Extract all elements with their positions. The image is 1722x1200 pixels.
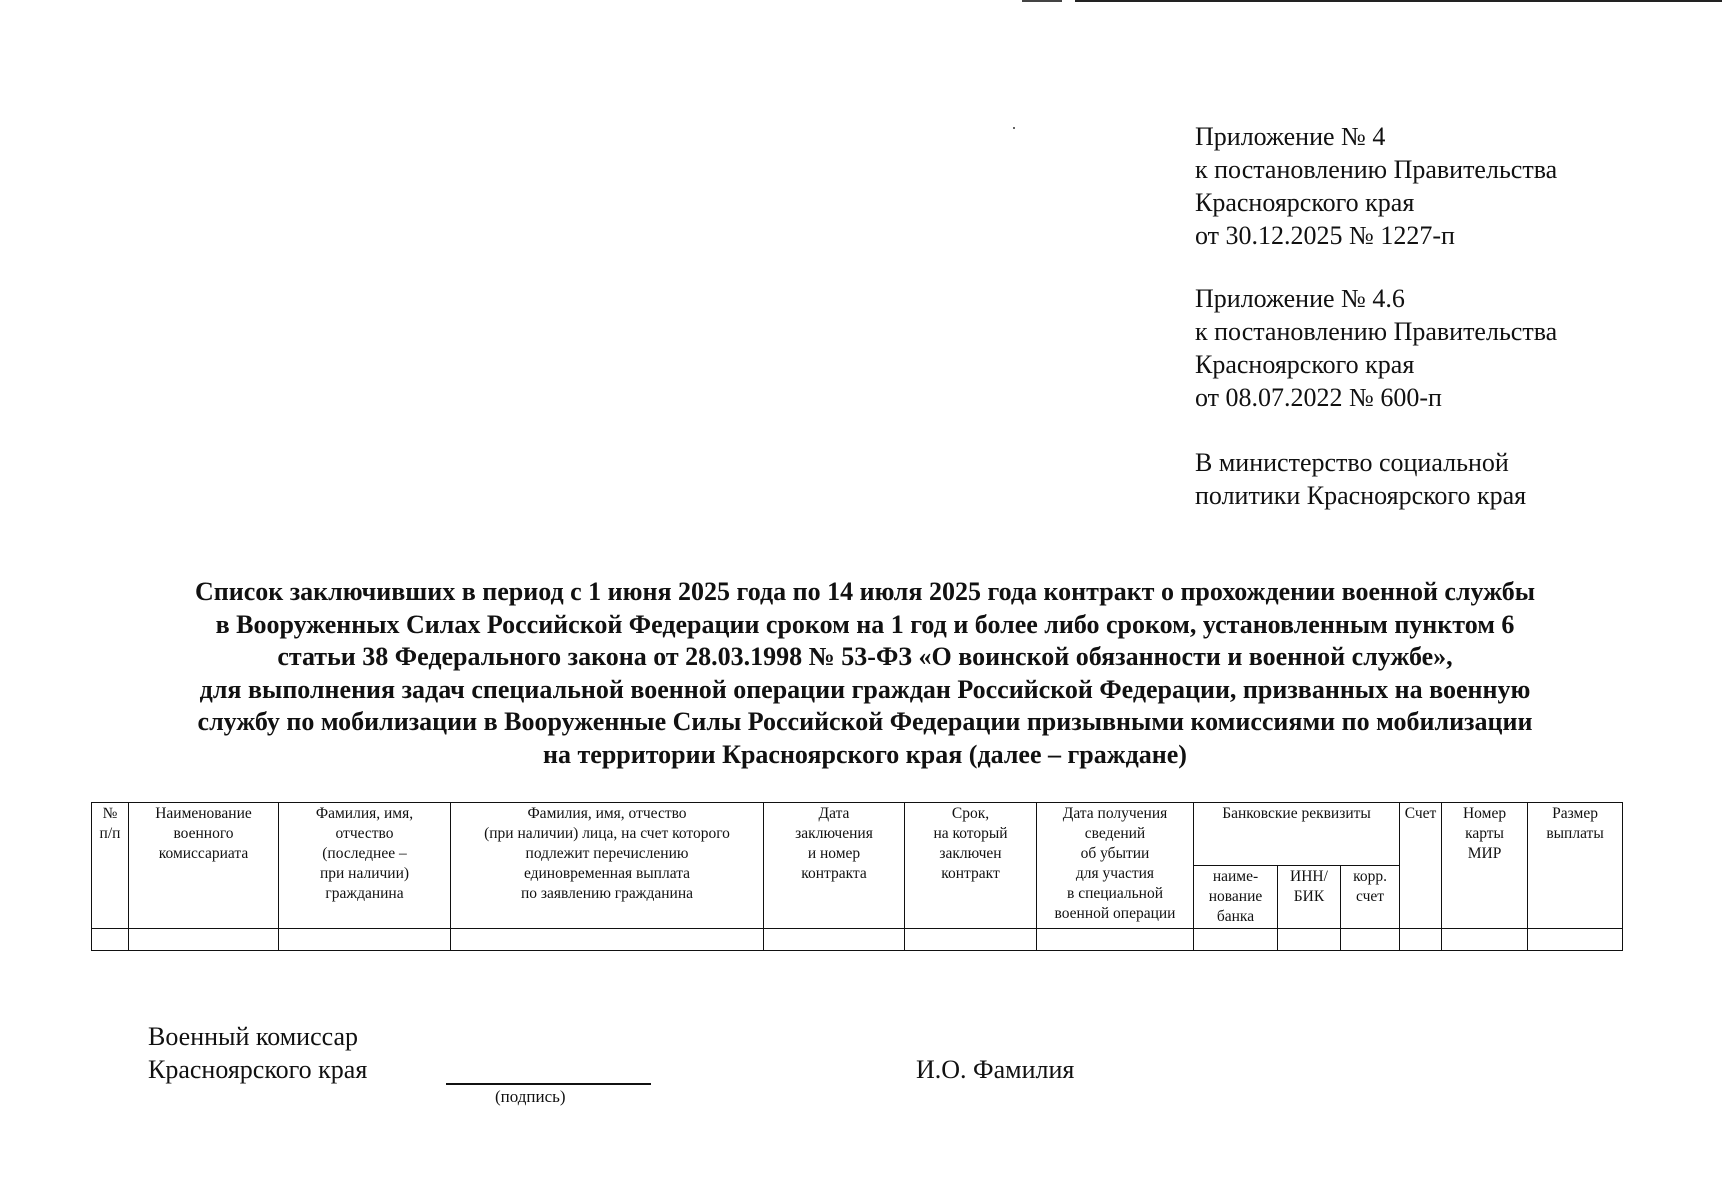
header-contract-date <box>764 803 905 929</box>
appendix-4-block <box>1195 120 1557 252</box>
header-text: Срок, <box>951 805 990 822</box>
header-text: корр. <box>1353 868 1387 885</box>
table-cell <box>129 929 279 951</box>
header-text: для участия <box>1075 865 1155 882</box>
header-text: наиме- <box>1212 868 1259 885</box>
top-edge-rule <box>1075 0 1722 2</box>
header-text: (последнее – <box>322 845 407 862</box>
header-text: Размер <box>1552 805 1598 822</box>
header-text: комиссариата <box>158 845 249 862</box>
header-text: счет <box>1356 888 1385 905</box>
signatory-name: И.О. Фамилия <box>916 1055 1075 1084</box>
addressee-line: политики Красноярского края <box>1195 481 1527 510</box>
title-line: в Вооруженных Силах Российской Федерации сроком на 1 год и более либо сроком, установленным пунктом 6 <box>215 609 1515 639</box>
header-text: отчество <box>335 825 394 842</box>
appendix-4-line: Приложение № 4 <box>1195 122 1386 151</box>
header-text: гражданина <box>325 885 404 902</box>
document-title <box>120 576 1610 771</box>
title-line: для выполнения задач специальной военной операции граждан Российской Федерации, призванных на военную <box>199 674 1531 704</box>
signature-caption: (подпись) <box>495 1087 566 1106</box>
appendix-4-line: Красноярского края <box>1195 188 1415 217</box>
addressee-line: В министерство социальной <box>1195 448 1509 477</box>
header-text: (при наличии) лица, на счет которого <box>484 825 730 842</box>
header-corr-account <box>1341 866 1400 929</box>
header-text: военного <box>173 825 234 842</box>
appendix-4-line: к постановлению Правительства <box>1195 155 1558 184</box>
header-text: БИК <box>1293 888 1325 905</box>
signatory-title-line: Военный комиссар <box>148 1022 359 1051</box>
table-cell <box>1442 929 1528 951</box>
header-text: Фамилия, имя, <box>315 805 414 822</box>
header-text: в специальной <box>1067 885 1163 902</box>
title-line: Список заключивших в период с 1 июня 2025 года по 14 июля 2025 года контракт о прохождении военной службы <box>194 577 1536 606</box>
header-bank-details: Банковские реквизиты <box>1194 803 1400 866</box>
table-cell <box>1528 929 1623 951</box>
title-line: службу по мобилизации в Вооруженные Силы Российской Федерации призывными комиссиями по мобилизации <box>197 707 1533 736</box>
table-cell <box>279 929 451 951</box>
table-cell <box>764 929 905 951</box>
header-text: на который <box>933 825 1008 842</box>
header-text: единовременная выплата <box>523 865 691 882</box>
header-text: Дата <box>818 805 850 822</box>
table-cell <box>1037 929 1194 951</box>
header-text: Номер <box>1462 805 1507 822</box>
table-row-empty <box>92 929 1623 951</box>
header-text: карты <box>1465 825 1504 842</box>
title-line: статьи 38 Федерального закона от 28.03.1998 № 53-ФЗ «О воинской обязанности и военной службе», <box>277 642 1453 671</box>
header-text: МИР <box>1467 845 1502 862</box>
table-cell <box>1194 929 1278 951</box>
recipients-table <box>91 802 1623 951</box>
header-text: об убытии <box>1080 845 1150 862</box>
header-text: заключен <box>939 845 1002 862</box>
appendix-4-6-line: от 08.07.2022 № 600-п <box>1195 383 1442 412</box>
header-text: Наименование <box>155 805 252 822</box>
appendix-4-6-line: к постановлению Правительства <box>1195 317 1558 346</box>
header-commissariat <box>129 803 279 929</box>
signature-line <box>446 1083 651 1085</box>
header-text: сведений <box>1084 825 1146 842</box>
header-text: п/п <box>99 825 121 842</box>
header-text: и номер <box>807 845 861 862</box>
appendix-4-6-line: Приложение № 4.6 <box>1195 284 1405 313</box>
header-mir-card <box>1442 803 1528 929</box>
header-text: нование <box>1208 888 1263 905</box>
appendix-4-6-block <box>1195 282 1557 414</box>
signatory-title-line: Красноярского края <box>148 1055 368 1084</box>
header-contract-term <box>905 803 1037 929</box>
header-text: № <box>102 805 118 822</box>
appendix-4-6-line: Красноярского края <box>1195 350 1415 379</box>
table-cell <box>905 929 1037 951</box>
header-payment <box>1528 803 1623 929</box>
header-text: ИНН/ <box>1290 868 1328 885</box>
header-num <box>92 803 129 929</box>
header-text: подлежит перечислению <box>525 845 689 862</box>
header-text: банка <box>1216 908 1255 925</box>
top-edge-mark <box>1022 0 1062 2</box>
table-cell <box>1400 929 1442 951</box>
header-departure-date <box>1037 803 1194 929</box>
table-cell <box>1278 929 1341 951</box>
header-text: контракт <box>941 865 1000 882</box>
header-inn-bik <box>1278 866 1341 929</box>
header-citizen-name <box>279 803 451 929</box>
header-account: Счет <box>1400 803 1442 929</box>
table-cell <box>92 929 129 951</box>
signatory-title <box>148 1020 367 1086</box>
header-text: по заявлению гражданина <box>520 885 694 902</box>
header-text: Дата получения <box>1062 805 1168 822</box>
header-text: военной операции <box>1054 905 1176 922</box>
title-line: на территории Красноярского края (далее – граждане) <box>543 739 1187 769</box>
header-bank-name <box>1194 866 1278 929</box>
table-cell <box>1341 929 1400 951</box>
header-text: заключения <box>795 825 873 842</box>
addressee-block <box>1195 446 1526 512</box>
table-cell <box>451 929 764 951</box>
header-text: выплаты <box>1546 825 1604 842</box>
header-text: Фамилия, имя, отчество <box>527 805 687 822</box>
appendix-4-line: от 30.12.2025 № 1227-п <box>1195 221 1455 250</box>
header-text: контракта <box>801 865 867 882</box>
header-recipient-name <box>451 803 764 929</box>
scan-speck <box>1013 127 1015 129</box>
header-text: при наличии) <box>319 865 410 882</box>
